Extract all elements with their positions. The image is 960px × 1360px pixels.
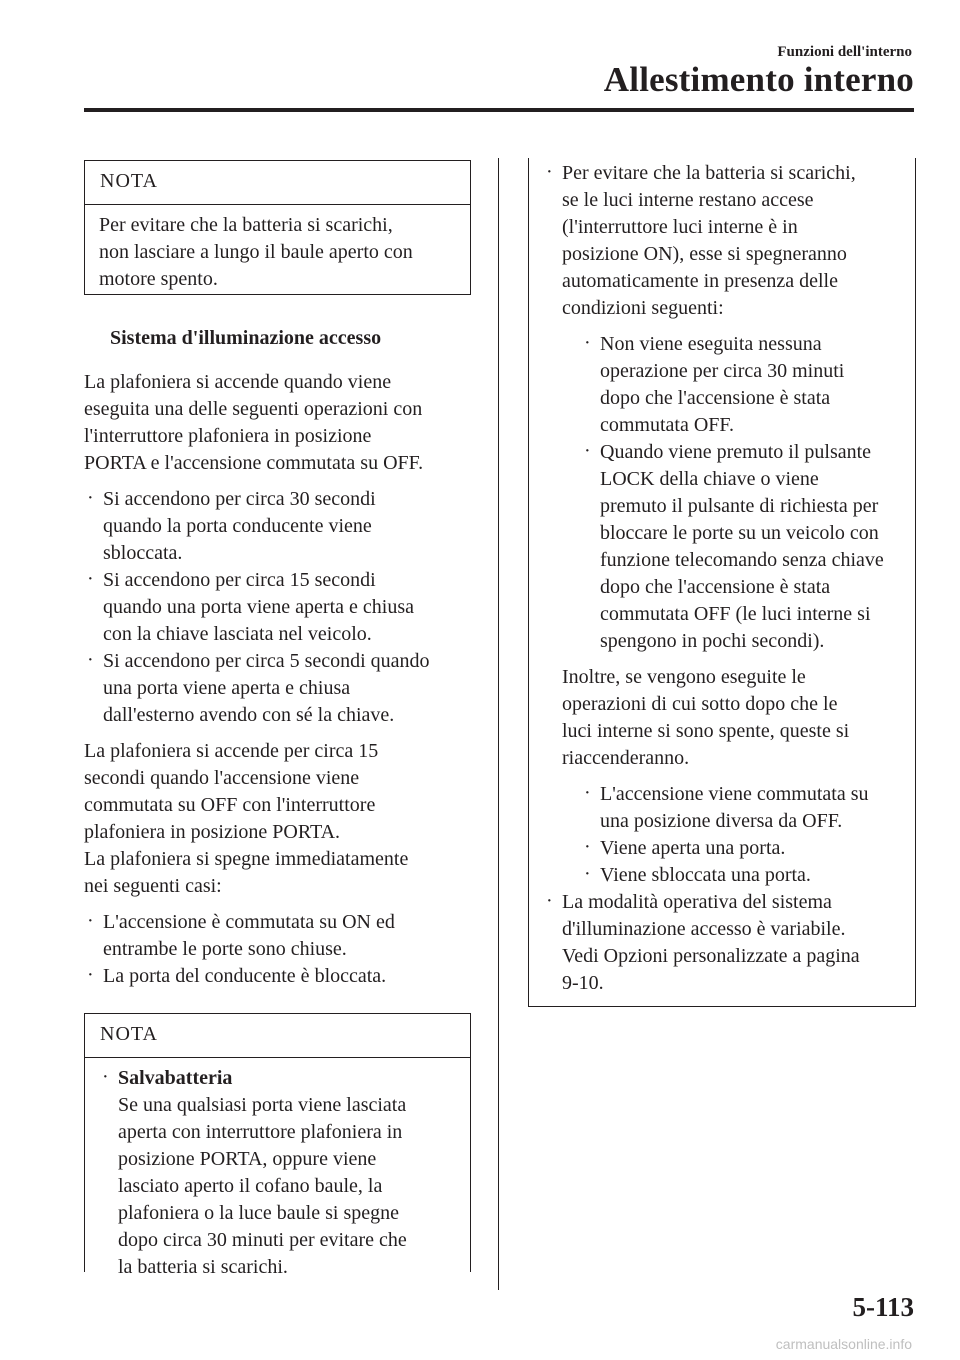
bullet-icon: · — [584, 782, 591, 804]
text-line: plafoniera in posizione PORTA. — [84, 821, 341, 843]
text-line: PORTA e l'accensione commutata su OFF. — [84, 452, 424, 474]
text-line: plafoniera o la luce baule si spegne — [118, 1202, 399, 1224]
text-line: lasciato aperto il cofano baule, la — [118, 1175, 383, 1197]
bullet-icon: · — [584, 440, 591, 462]
list-item — [581, 781, 901, 835]
text-line: operazioni di cui sotto dopo che le — [562, 693, 838, 715]
text-line: operazione per circa 30 minuti — [600, 360, 845, 382]
note-body — [529, 158, 915, 997]
text-line: eseguita una delle seguenti operazioni con — [84, 398, 423, 420]
list-item — [99, 1065, 458, 1281]
bullet-icon: · — [546, 890, 553, 912]
text-line: quando una porta viene aperta e chiusa — [103, 596, 414, 618]
note-box-continued — [528, 158, 916, 1007]
text-line: la batteria si scarichi. — [118, 1256, 288, 1278]
text-line: Inoltre, se vengono eseguite le — [562, 666, 806, 688]
bullet-icon: · — [87, 964, 94, 986]
text-line: Si accendono per circa 5 secondi quando — [103, 650, 430, 672]
text-line: d'illuminazione accesso è variabile. — [562, 918, 846, 940]
list-item — [581, 331, 901, 439]
column-divider — [498, 158, 499, 1290]
text-line: premuto il pulsante di richiesta per — [600, 495, 879, 517]
bullet-icon: · — [87, 568, 94, 590]
text-line: La plafoniera si accende per circa 15 — [84, 740, 379, 762]
text-line: una posizione diversa da OFF. — [600, 810, 843, 832]
bullet-icon: · — [546, 161, 553, 183]
text-line: condizioni seguenti: — [562, 297, 724, 319]
text-line: Si accendono per circa 15 secondi — [103, 569, 376, 591]
list-item — [84, 909, 484, 963]
text-line: se le luci interne restano accese — [562, 189, 814, 211]
text-line: LOCK della chiave o viene — [600, 468, 819, 490]
text-line: La modalità operativa del sistema — [562, 891, 832, 913]
left-column-text — [84, 369, 484, 990]
list-item — [84, 486, 484, 567]
watermark: carmanualsonline.info — [775, 1336, 912, 1352]
text-line: La plafoniera si spegne immediatamente — [84, 848, 409, 870]
text-line: riaccenderanno. — [562, 747, 690, 769]
section-title: Sistema d'illuminazione accesso — [110, 327, 382, 349]
text-line: motore spento. — [99, 268, 218, 290]
list-item — [84, 963, 484, 990]
text-line: luci interne si sono spente, queste si — [562, 720, 850, 742]
text-line: Viene sbloccata una porta. — [600, 864, 811, 886]
note-body — [85, 1058, 470, 1291]
note-body — [85, 205, 470, 303]
bullet-icon: · — [584, 836, 591, 858]
text-line: commutata OFF. — [600, 414, 734, 436]
bullet-icon: · — [87, 649, 94, 671]
text-line: Per evitare che la batteria si scarichi, — [99, 214, 393, 236]
text-line: dopo che l'accensione è stata — [600, 576, 831, 598]
text-line: bloccare le porte su un veicolo con — [600, 522, 879, 544]
text-line: L'accensione viene commutata su — [600, 783, 869, 805]
paragraph — [84, 369, 484, 477]
list-item — [581, 862, 901, 889]
bullet-icon: · — [584, 863, 591, 885]
text-line: Non viene eseguita nessuna — [600, 333, 822, 355]
text-line: posizione ON), esse si spegneranno — [562, 243, 847, 265]
text-line: Viene aperta una porta. — [600, 837, 786, 859]
text-line: Per evitare che la batteria si scarichi, — [562, 162, 856, 184]
text-line: automaticamente in presenza delle — [562, 270, 838, 292]
text-line: 9-10. — [562, 972, 604, 994]
text-line: non lasciare a lungo il baule aperto con — [99, 241, 413, 263]
bullet-icon: · — [584, 332, 591, 354]
text-line: Si accendono per circa 30 secondi — [103, 488, 376, 510]
text-line: sbloccata. — [103, 542, 183, 564]
text-line: secondi quando l'accensione viene — [84, 767, 360, 789]
list-item — [84, 648, 484, 729]
text-line: nei seguenti casi: — [84, 875, 222, 897]
bullet-title: Salvabatteria — [118, 1067, 233, 1089]
text-line: dopo circa 30 minuti per evitare che — [118, 1229, 407, 1251]
bullet-icon: · — [87, 487, 94, 509]
list-item — [84, 567, 484, 648]
text-line: quando la porta conducente viene — [103, 515, 372, 537]
text-line: dopo che l'accensione è stata — [600, 387, 831, 409]
paragraph — [84, 738, 484, 900]
note-box-battery — [84, 160, 471, 295]
text-line: funzione telecomando senza chiave — [600, 549, 884, 571]
list-item — [543, 889, 901, 997]
text-line: Vedi Opzioni personalizzate a pagina — [562, 945, 860, 967]
header-rule — [84, 108, 914, 112]
text-line: La plafoniera si accende quando viene — [84, 371, 392, 393]
text-line: spengono in pochi secondi). — [600, 630, 825, 652]
text-line: commutata su OFF con l'interruttore — [84, 794, 376, 816]
text-line: La porta del conducente è bloccata. — [103, 965, 387, 987]
text-line: L'accensione è commutata su ON ed — [103, 911, 395, 933]
text-line: posizione PORTA, oppure viene — [118, 1148, 377, 1170]
page-title: Allestimento interno — [603, 60, 914, 99]
page-number: 5-113 — [852, 1292, 914, 1322]
text-line: entrambe le porte sono chiuse. — [103, 938, 347, 960]
text-line: commutata OFF (le luci interne si — [600, 603, 871, 625]
note-box-battery-saver — [84, 1013, 471, 1278]
text-line: con la chiave lasciata nel veicolo. — [103, 623, 372, 645]
header-section-label: Funzioni dell'interno — [777, 44, 912, 60]
bullet-icon: · — [87, 910, 94, 932]
list-item — [581, 835, 901, 862]
note-heading: NOTA — [85, 1014, 470, 1058]
text-line: l'interruttore plafoniera in posizione — [84, 425, 372, 447]
list-item — [543, 160, 901, 889]
text-line: Se una qualsiasi porta viene lasciata — [118, 1094, 407, 1116]
text-line: aperta con interruttore plafoniera in — [118, 1121, 403, 1143]
text-line: Quando viene premuto il pulsante — [600, 441, 872, 463]
note-heading: NOTA — [85, 161, 470, 205]
bullet-icon: · — [102, 1066, 109, 1088]
text-line: (l'interruttore luci interne è in — [562, 216, 798, 238]
text-line: una porta viene aperta e chiusa — [103, 677, 351, 699]
text-line: dall'esterno avendo con sé la chiave. — [103, 704, 395, 726]
list-item — [581, 439, 901, 655]
